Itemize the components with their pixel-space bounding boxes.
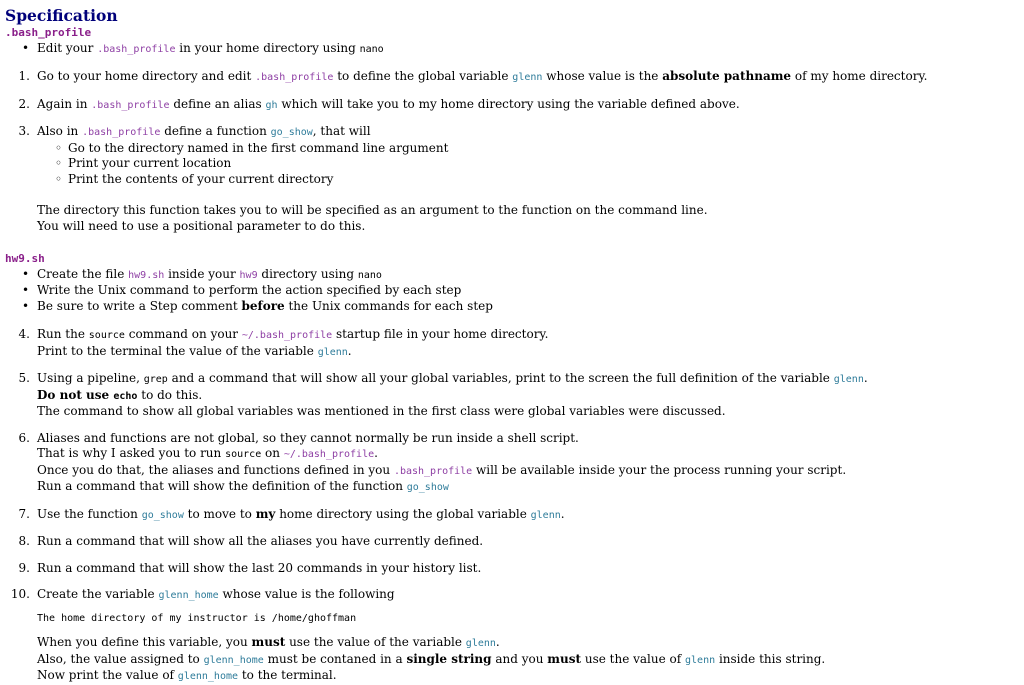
hw9-bullets — [5, 267, 1019, 315]
list-item: • Be sure to write a Step comment before the Unix commands for each step — [5, 299, 1019, 315]
bash-profile-bullets — [5, 41, 1019, 58]
hw9-steps — [5, 327, 1019, 685]
list-item: • Write the Unix command to perform the action specified by each step — [5, 283, 1019, 299]
list-item: • Edit your .bash_profile in your home directory using nano — [5, 41, 1019, 58]
hw9-section — [5, 251, 1019, 314]
list-item: ◦ Print your current location — [5, 156, 1019, 172]
bash-profile-steps — [5, 69, 1019, 234]
step-3-subitems — [5, 141, 1019, 188]
code-block: The home directory of my instructor is /home/ghoffman — [37, 612, 357, 624]
step-3-note: The directory this function takes you to will be specified as an argument to the function on the command line. You will need to use a positional parameter to do this. — [37, 203, 708, 233]
bash-profile-heading: .bash_profile — [5, 26, 92, 39]
list-item: • Create the file hw9.sh inside your hw9 directory using nano — [5, 267, 1019, 284]
step-5: 5. Using a pipeline, grep and a command that will show all your global variables, print to the screen the full definition of the variable glenn. Do not use echo to do this. The command to show all global variables was mentioned in the first class were global variables were discussed. — [18, 371, 868, 418]
hw9-heading: hw9.sh — [5, 252, 45, 265]
step-2: 2. Again in .bash_profile define an alias gh which will take you to my home directory using the variable defined above. — [18, 96, 740, 111]
page-title: Specification — [5, 6, 118, 25]
list-item: ◦ Go to the directory named in the first command line argument — [5, 141, 1019, 157]
step-4: 4. Run the source command on your ~/.bash_profile startup file in your home directory. Print to the terminal the value of the variable glenn. — [18, 327, 549, 358]
step-8: 8. Run a command that will show all the aliases you have currently defined. — [18, 534, 484, 548]
step-9: 9. Run a command that will show the last 20 commands in your history list. — [18, 560, 482, 575]
list-item: ◦ Print the contents of your current directory — [5, 172, 1019, 188]
step-10: 10. Create the variable glenn_home whose value is the following The home directory of my instructor is /home/ghoffman When you define this variable, you must use the value of the variable glenn. Also, the value assigned to glenn_home must be contaned in a single string and you must use the value of glenn inside this string. Now print the value of glenn_home to the terminal. — [5, 587, 1019, 685]
step-1: 1. Go to your home directory and edit .bash_profile to define the global variable glenn whose value is the absolute pathname of my home directory. — [18, 69, 928, 83]
step-7: 7. Use the function go_show to move to my home directory using the global variable glenn. — [18, 506, 565, 521]
step-6: 6. Aliases and functions are not global, so they cannot normally be run inside a shell script. That is why I asked you to run source on ~/.bash_profile. Once you do that, the aliases and functions defined in you .bash_profile will be available inside your the process running your script. Run a command that will show the definition of the function go_show — [18, 430, 847, 493]
step-3: 3. Also in .bash_profile define a function go_show, that will — [18, 124, 371, 138]
